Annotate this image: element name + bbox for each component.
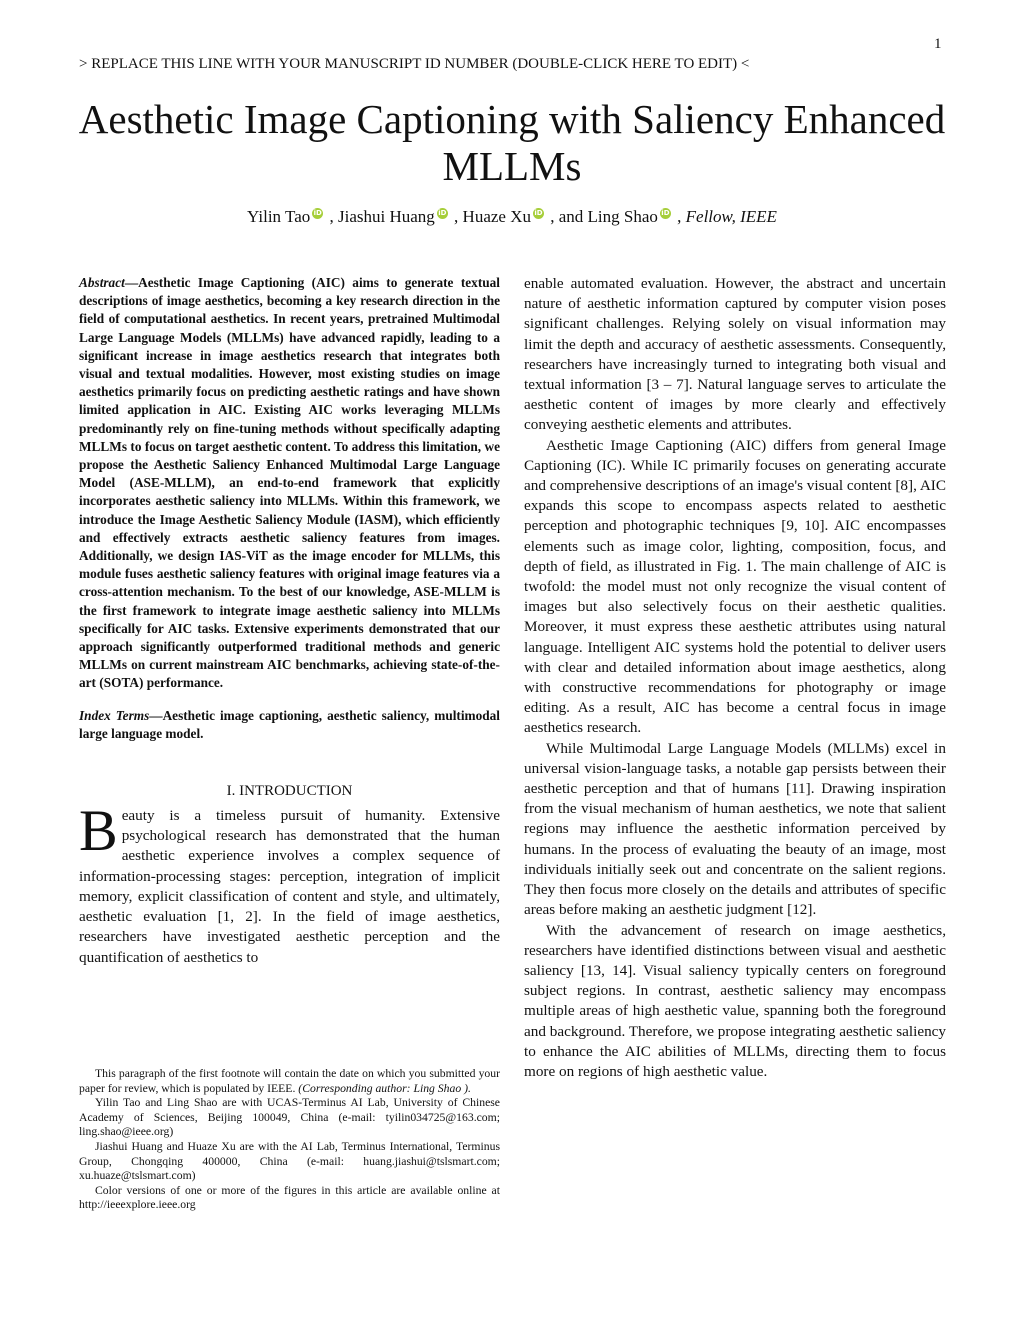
footnotes: [79, 1067, 500, 1213]
index-terms-label: Index Terms: [79, 707, 150, 723]
orcid-icon[interactable]: iD: [313, 209, 322, 218]
footnote-submission: [79, 1067, 500, 1096]
footnote-color-versions: Color versions of one or more of the figures in this article are available online at http://ieeexplore.ieee.org: [79, 1183, 500, 1212]
abstract-label: Abstract: [79, 275, 125, 290]
footnote-affiliation-2: Jiashui Huang and Huaze Xu are with the AI Lab, Terminus International, Terminus Group, Chongqing 400000, China (e-mail: huang.jiashui@tslsmart.com; xu.huaze@tslsmart.com): [79, 1139, 500, 1183]
abstract-text: —Aesthetic Image Captioning (AIC) aims to generate textual descriptions of image aesthetics, becoming a key research direction in the field of computational aesthetics. In recent years, pretrained Multimodal Large Language Models (MLLMs) have advanced rapidly, leading to a significant increase in image aesthetics research that integrates both visual and textual modalities. However, most existing studies on image aesthetics primarily focus on predicting aesthetic ratings and have shown limited application in AIC. Existing AIC works leveraging MLLMs predominantly rely on fine-tuning methods without specifically adapting MLLMs to focus on target aesthetic content. To address this limitation, we propose the Aesthetic Saliency Enhanced Multimodal Large Language Model (ASE-MLLM), an end-to-end framework that explicitly incorporates aesthetic saliency into MLLMs. Within this framework, we introduce the Image Aesthetic Saliency Module (IASM), which efficiently and effectively extracts aesthetic saliency features from images. Additionally, we design IAS-ViT as the image encoder for MLLMs, this module fuses aesthetic saliency features with original image features via a cross-attention mechanism. To the best of our knowledge, ASE-MLLM is the first framework to integrate image aesthetic saliency into MLLMs specifically for AIC tasks. Extensive experiments demonstrated that our approach significantly outperformed traditional methods and generic MLLMs on current mainstream AIC benchmarks, achieving state-of-the-art (SOTA) performance.: [79, 275, 500, 691]
author-fellow-title: Fellow, IEEE: [685, 207, 777, 226]
intro-paragraph-3: While Multimodal Large Language Models (MLLMs) excel in universal vision-language tasks, a notable gap persists between their aesthetic perception and that of humans [11]. Drawing inspiration from the visual mechanism of human aesthetics, we note that salient regions may influence the aesthetic information perceived by humans. In the process of evaluating the beauty of an image, most individuals initially seek out and concentrate on the salient regions. They then focus more closely on the details and attributes of specific areas before making an aesthetic judgment [12].: [524, 739, 946, 919]
author-jiashui-huang: , Jiashui Huang: [329, 207, 435, 226]
author-separator: ,: [672, 207, 686, 226]
author-yilin-tao: Yilin Tao: [247, 207, 311, 226]
intro-paragraph-1-continued: enable automated evaluation. However, the abstract and uncertain nature of aesthetic information captured by computer vision poses significant challenges. Relying solely on visual information may limit the depth and accuracy of aesthetic assessments. Consequently, researchers have increasingly turned to integrating both visual and textual information [3 – 7]. Natural language serves to articulate the aesthetic content of images by more clearly and effectively conveying aesthetic elements and attributes.: [524, 275, 946, 434]
footnote-affiliation-1: Yilin Tao and Ling Shao are with UCAS-Terminus AI Lab, University of Chinese Academy of Sciences, Beijing 100049, China (e-mail: tyilin034725@163.com; ling.shao@ieee.org): [79, 1096, 500, 1139]
page-number: 1: [934, 36, 942, 52]
left-column: [79, 274, 500, 968]
author-line: [40, 207, 984, 227]
corresponding-author: (Corresponding author: Ling Shao ).: [298, 1081, 471, 1095]
intro-paragraph-1: [79, 798, 500, 968]
right-column: [524, 274, 946, 1082]
intro-paragraph-1-text: eauty is a timeless pursuit of humanity. Extensive psychological research has demonstrated that the human aesthetic experience involves a complex sequence of information-processing stages: perception, integration of implicit memory, explicit classification of content and style, and ultimately, aesthetic evaluation [1, 2]. In the field of image aesthetics, researchers have investigated aesthetic perception and the quantification of aesthetics to: [79, 807, 500, 966]
footnote-submission-text: This paragraph of the first footnote will contain the date on which you submitted your paper for review, which is populated by IEEE.: [79, 1067, 500, 1095]
drop-cap: B: [79, 798, 118, 864]
index-terms: [79, 707, 500, 743]
orcid-icon[interactable]: iD: [661, 209, 670, 218]
intro-paragraph-4: With the advancement of research on image aesthetics, researchers have identified distinctions between visual and aesthetic saliency [13, 14]. Visual saliency typically centers on foreground subject regions. In contrast, aesthetic saliency may encompass multiple areas of high aesthetic value, spanning both the foreground and background. Therefore, we propose integrating aesthetic saliency to enhance the AIC abilities of MLLMs, directing them to focus more on regions of high aesthetic value.: [524, 921, 946, 1080]
orcid-icon[interactable]: iD: [534, 209, 543, 218]
section-heading-introduction: I. INTRODUCTION: [226, 783, 353, 800]
author-huaze-xu: , Huaze Xu: [454, 207, 531, 226]
author-ling-shao: , and Ling Shao: [550, 207, 658, 226]
intro-paragraph-2: Aesthetic Image Captioning (AIC) differs from general Image Captioning (IC). While IC primarily focuses on generating accurate and comprehensive descriptions of an image's visual content [8], AIC expands this scope to encompass aspects related to aesthetic perception and photographic techniques [9, 10]. AIC encompasses elements such as image color, lighting, composition, focus, and depth of field, as illustrated in Fig. 1. The main challenge of AIC is twofold: the model must not only recognize the visual content of images but also selectively focus on their aesthetic qualities. Moreover, it must express these aesthetic attributes using natural language. Intelligent AIC systems hold the potential to deliver users with clear and detailed information about image aesthetics, along with constructive recommendations for photography or image editing. As a result, AIC has become a central focus in image aesthetics research.: [524, 436, 946, 737]
paper-title: Aesthetic Image Captioning with Saliency Enhanced MLLMs: [78, 96, 946, 189]
index-terms-text: —Aesthetic image captioning, aesthetic saliency, multimodal large language model.: [79, 707, 500, 741]
orcid-icon[interactable]: iD: [438, 209, 447, 218]
abstract: [79, 274, 500, 693]
manuscript-id-header: > REPLACE THIS LINE WITH YOUR MANUSCRIPT ID NUMBER (DOUBLE-CLICK HERE TO EDIT) <: [79, 56, 750, 72]
